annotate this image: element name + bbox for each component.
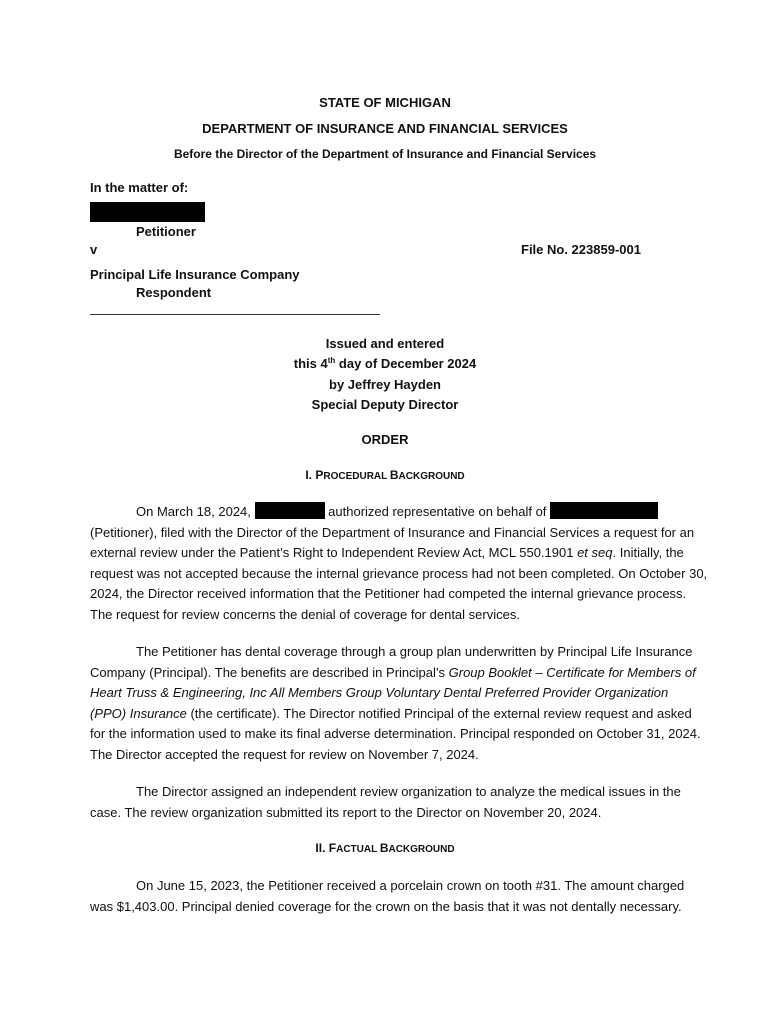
department-heading: DEPARTMENT OF INSURANCE AND FINANCIAL SERVICES — [202, 121, 568, 136]
file-number: File No. 223859-001 — [521, 242, 641, 257]
order-title: ORDER — [361, 432, 409, 447]
paragraph-factual-1: On June 15, 2023, the Petitioner received a porcelain crown on tooth #31. The amount charged was $1,403.00. Principal denied coverage for the crown on the basis that it was not dentally necessary. — [90, 878, 685, 914]
redacted-petitioner-name — [90, 202, 205, 222]
issued-line-4: Special Deputy Director — [311, 397, 459, 412]
paragraph-procedural-2: The Petitioner has dental coverage through a group plan underwritten by Principal Life Insurance Company (Principal). The benefits are described in Principal’s Group Booklet – Certificate for Members of Heart Truss & Engineering, Inc All Members Group Voluntary Dental Preferred Provider Organization (PPO) Insurance (the certificate). The Director notified Principal of the external review request and asked for the information used to make its final adverse determination. Principal responded on October 31, 2024. The Director accepted the request for review on November 7, 2024. — [90, 644, 701, 762]
petitioner-label: Petitioner — [136, 224, 196, 239]
respondent-label: Respondent — [136, 285, 212, 300]
issued-line-1: Issued and entered — [325, 336, 445, 351]
issued-line-2: this 4th day of December 2024 — [293, 356, 477, 371]
versus-label: v — [90, 242, 98, 257]
redacted-representative — [255, 502, 325, 519]
paragraph-procedural-1: On March 18, 2024, authorized representative on behalf of (Petitioner), filed with the Director of the Department of Insurance and Financial Services a request for an external review under the Patient’s Right to Independent Review Act, MCL 550.1901 et seq. Initially, the request was not accepted because the internal grievance process had not been completed. On October 30, 2024, the Director received information that the Petitioner had competed the internal grievance process. The request for review concerns the denial of coverage for dental services. — [90, 504, 708, 622]
caption-divider — [90, 314, 380, 315]
section-heading-procedural: I. PROCEDURAL BACKGROUND — [305, 468, 465, 482]
state-heading: STATE OF MICHIGAN — [319, 95, 451, 110]
respondent-name: Principal Life Insurance Company — [90, 267, 300, 282]
redacted-petitioner — [550, 502, 658, 519]
issued-line-3: by Jeffrey Hayden — [329, 377, 441, 392]
paragraph-procedural-3: The Director assigned an independent review organization to analyze the medical issues in the case. The review organization submitted its report to the Director on November 20, 2024. — [90, 784, 681, 820]
in-matter-label: In the matter of: — [90, 180, 189, 195]
section-heading-factual: II. FACTUAL BACKGROUND — [315, 841, 455, 855]
before-director-heading: Before the Director of the Department of Insurance and Financial Services — [173, 147, 597, 161]
